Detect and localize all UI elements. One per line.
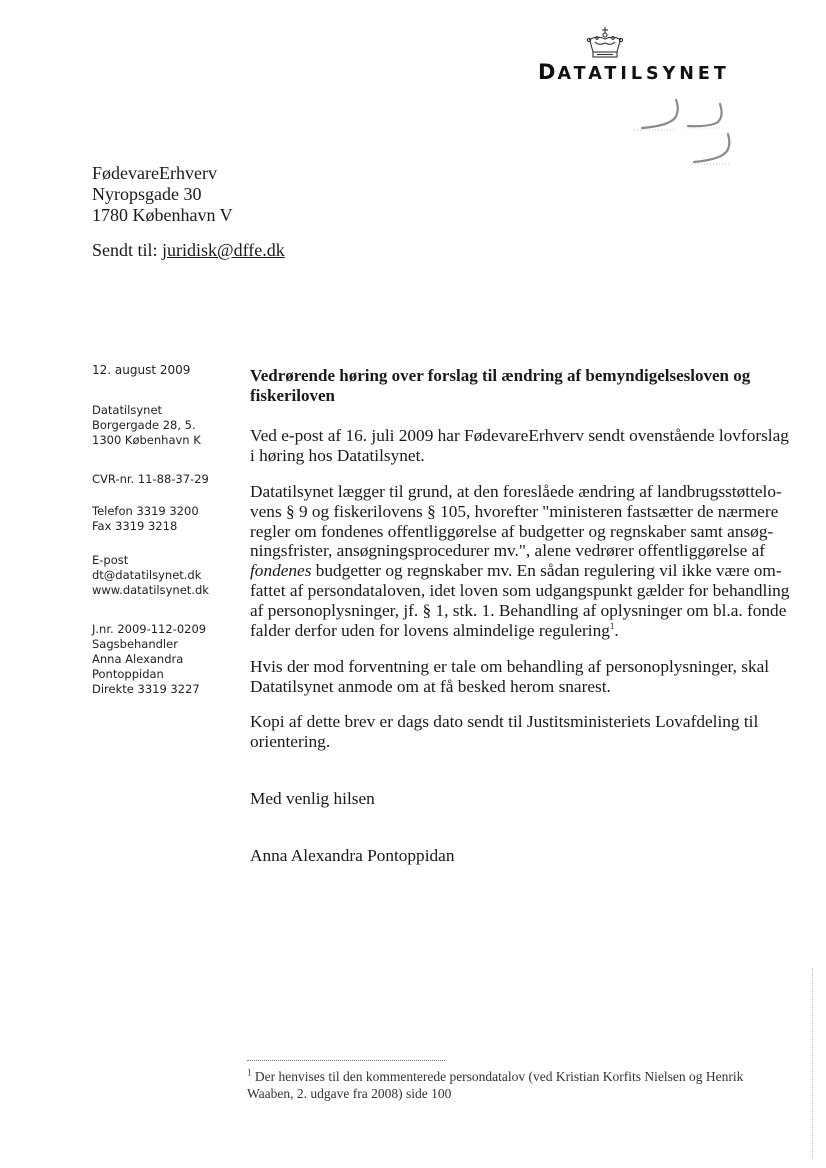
email-label: E-post <box>92 553 129 567</box>
case-handler-label: Sagsbehandler <box>92 637 178 651</box>
footnote-line: Waaben, 2. udgave fra 2008) side 100 <box>247 1086 452 1101</box>
paragraph-line: vens § 9 og fiskerilovens § 105, hvorefter "ministeren fastsætter de nærmere <box>250 501 779 521</box>
paragraph-line: ningsfrister, ansøgningsprocedurer mv.", alene vedrører offentliggørelse af <box>250 541 766 561</box>
recipient-address <box>92 163 233 226</box>
footnote-text: Der henvises til den kommenterede persondatalov (ved Kristian Korfits Nielsen og Henrik <box>254 1069 744 1084</box>
recipient-line: Nyropsgade 30 <box>92 184 202 204</box>
paragraph-line <box>250 621 780 641</box>
letter-subject <box>250 366 770 405</box>
brand-wordmark: DATATILSYNET <box>538 60 730 84</box>
cvr-number: CVR-nr. 11-88-37-29 <box>92 472 209 486</box>
paragraph-line: fattet af persondataloven, idet loven som udgangspunkt gælder for behandling <box>250 580 790 600</box>
footnote-line <box>247 1068 787 1085</box>
paragraph-line: Datatilsynet lægger til grund, at den foreslåede ændring af landbrugsstøttelo- <box>250 482 782 501</box>
phone-block <box>92 504 199 534</box>
crown-logo-icon <box>585 26 625 60</box>
footnote-reference[interactable]: 1 <box>609 620 615 631</box>
paragraph-line: regler om fondenes offentliggørelse af budgetter og regnskaber samt ansøg- <box>250 521 774 541</box>
case-block <box>92 622 206 697</box>
website-link[interactable]: www.datatilsynet.dk <box>92 583 209 597</box>
paragraph-line: Datatilsynet anmode om at få besked herom snarest. <box>250 676 611 696</box>
case-handler-name: Pontoppidan <box>92 667 164 681</box>
closing-greeting: Med venlig hilsen <box>250 789 375 808</box>
paragraph <box>250 712 780 752</box>
fax-number: Fax 3319 3218 <box>92 519 178 533</box>
sent-to-email-link[interactable]: juridisk@dffe.dk <box>162 240 285 260</box>
recipient-line: 1780 København V <box>92 205 233 225</box>
direct-phone: Direkte 3319 3227 <box>92 682 200 696</box>
paragraph-line: Kopi af dette brev er dags dato sendt til Justitsministeriets Lovafdeling til <box>250 712 759 731</box>
case-number: J.nr. 2009-112-0209 <box>92 622 207 636</box>
sent-to-line <box>92 240 285 261</box>
footnote-divider <box>247 1060 445 1061</box>
paragraph-line <box>250 561 780 581</box>
recipient-line: FødevareErhverv <box>92 163 217 183</box>
handwritten-mark <box>620 96 750 186</box>
subject-line: Vedrørende høring over forslag til ændring af bemyndigelsesloven og <box>250 366 751 385</box>
phone-number: Telefon 3319 3200 <box>92 504 199 518</box>
scan-edge-marks <box>812 968 817 1158</box>
paragraph-line: i høring hos Datatilsynet. <box>250 445 425 465</box>
paragraph-line: Ved e-post af 16. juli 2009 har FødevareErhverv sendt ovenstående lovforslag <box>250 426 789 445</box>
footnote-number: 1 <box>247 1067 252 1078</box>
letter-date: 12. august 2009 <box>92 363 191 377</box>
email-link[interactable]: dt@datatilsynet.dk <box>92 568 202 582</box>
sender-address-line: 1300 København K <box>92 433 201 447</box>
sender-address <box>92 403 201 448</box>
paragraph-line: Hvis der mod forventning er tale om behandling af personoplysninger, skal <box>250 657 770 676</box>
subject-line: fiskeriloven <box>250 385 335 405</box>
signature-name: Anna Alexandra Pontoppidan <box>250 846 455 865</box>
sender-address-line: Borgergade 28, 5. <box>92 418 196 432</box>
footnote <box>247 1068 787 1102</box>
emphasis: fondenes <box>250 561 312 581</box>
contact-block <box>92 553 209 598</box>
case-handler-name: Anna Alexandra <box>92 652 184 666</box>
paragraph-text: . <box>614 620 619 640</box>
paragraph <box>250 482 790 640</box>
paragraph-text: budgetter og regnskaber mv. En sådan regulering vil ikke være om- <box>311 561 782 581</box>
paragraph-line: af personoplysninger, jf. § 1, stk. 1. Behandling af oplysninger om bl.a. fonde <box>250 600 787 620</box>
paragraph-line: orientering. <box>250 731 331 751</box>
paragraph <box>250 426 789 466</box>
paragraph-text: falder derfor uden for lovens almindelige regulering <box>250 620 610 640</box>
paragraph <box>250 657 780 697</box>
sent-to-label: Sendt til: <box>92 240 158 260</box>
sender-address-line: Datatilsynet <box>92 403 163 417</box>
